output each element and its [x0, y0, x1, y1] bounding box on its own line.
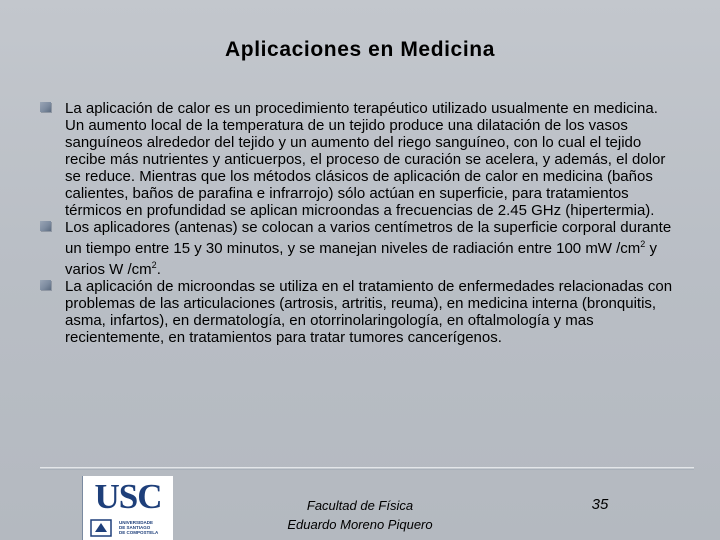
logo-text: UNIVERSIDADE DE SANTIAGO DE COMPOSTELA: [119, 520, 159, 535]
usc-logo: [82, 476, 173, 540]
footer-divider: [40, 467, 694, 470]
page-number: 35: [591, 496, 609, 513]
bullet-text: y varios W /cm: [65, 240, 657, 278]
bullet-list: [40, 100, 680, 346]
bullet-square-icon: [40, 221, 51, 231]
bullet-text: La aplicación de calor es un procedimiento terapéutico utilizado usualmente en medicina. Un aumento local de la temperatura de un tejido produce una dilatación de los vasos sanguíneos alrededor del tejido y un aumento del riego sanguíneo, con lo cual el tejido recibe más nutrientes y anticuerpos, el proceso de curación se acelera, y además, el dolor se reduce. Mientras que los métodos clásicos de aplicación de calor en medicina (baños calientes, baños de parafina e infrarrojo) sólo actúan en superficie, para tratamientos térmicos en profundidad se aplican microondas a frecuencias de 2.45 GHz (hipertermia).: [65, 100, 666, 219]
slide-title: Aplicaciones en Medicina: [225, 38, 495, 61]
logo-letters: USC: [94, 477, 162, 516]
university-emblem-icon: [89, 518, 113, 538]
bullet-text: La aplicación de microondas se utiliza en el tratamiento de enfermedades relacionadas con problemas de las articulaciones (artrosis, artritis, reuma), en medicina interna (bronquitis, asma, infartos), en dermatología, en otorrinolaringología, en oftalmología y mas recientemente, en tratamientos para tratar tumores cancerígenos.: [65, 278, 673, 346]
bullet-square-icon: [40, 280, 51, 290]
superscript: 2: [151, 260, 157, 270]
superscript: 2: [640, 239, 646, 249]
bullet-square-icon: [40, 102, 51, 112]
footer-author: Eduardo Moreno Piquero: [287, 517, 433, 532]
bullet-item: [40, 278, 680, 346]
footer-text: [240, 496, 480, 534]
bullet-text: .: [156, 261, 161, 278]
bullet-item: [40, 219, 680, 278]
bullet-text: Los aplicadores (antenas) se colocan a varios centímetros de la superficie corporal durante un tiempo entre 15 y 30 minutos, y se manejan niveles de radiación entre 100 mW /cm: [65, 219, 672, 257]
footer-faculty: Facultad de Física: [306, 498, 414, 513]
bullet-item: [40, 100, 680, 219]
